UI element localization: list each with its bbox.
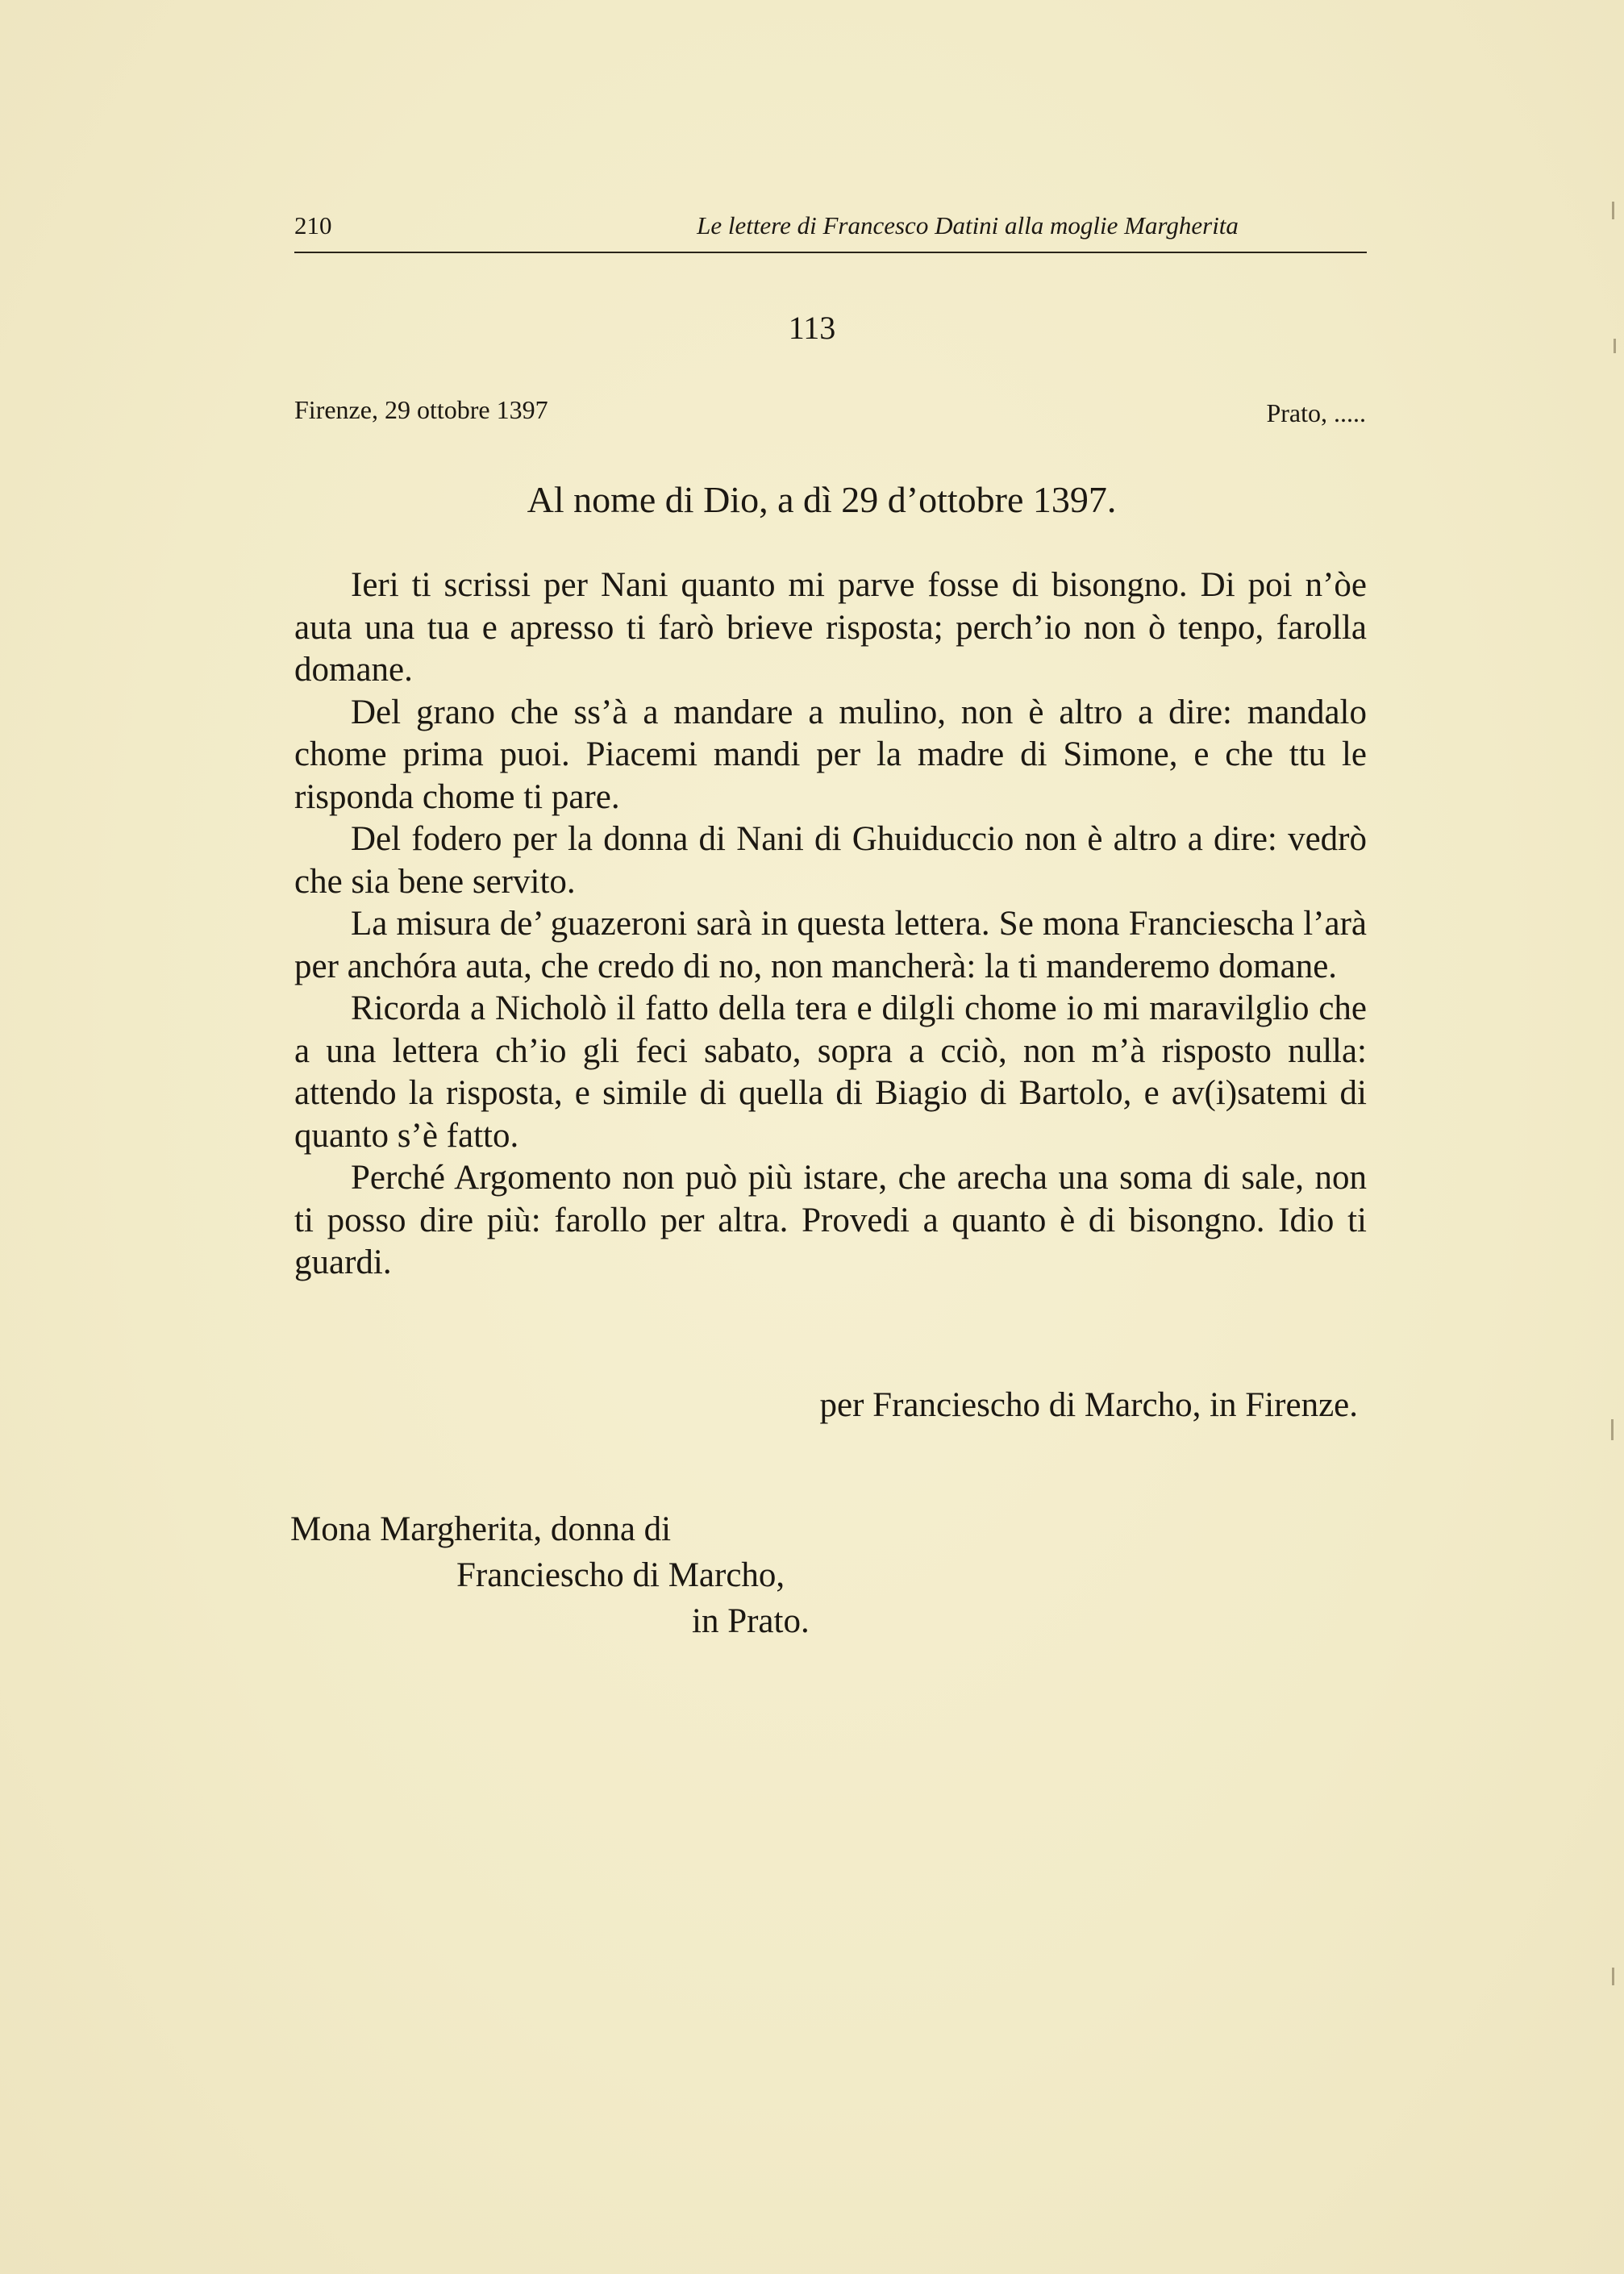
paragraph: Del fodero per la donna di Nani di Ghuiduccio non è altro a dire: vedrò che sia bene servito.: [294, 820, 1367, 901]
edge-mark: [1612, 202, 1614, 219]
letter-number: 113: [788, 310, 836, 346]
paragraph: Ricorda a Nicholò il fatto della tera e dilgli chome io mi maravilglio che a una lettera ch’io gli feci sabato, sopra a cciò, non m’à risposto nulla: attendo la risposta, e simile di quella di Biagio di Bartolo, e av(i)satemi di quanto s’è fatto.: [294, 989, 1367, 1155]
running-title: Le lettere di Francesco Datini alla moglie Margherita: [697, 211, 1239, 239]
edge-mark: [1612, 1968, 1614, 1985]
paragraph: Perché Argomento non può più istare, che arecha una soma di sale, non ti posso dire più: farollo per altra. Provedi a quanto è di bisongno. Idio ti guardi.: [294, 1159, 1367, 1281]
page-number: 210: [294, 211, 332, 239]
paragraph: Ieri ti scrissi per Nani quanto mi parve fosse di bisongno. Di poi n’òe auta una tua e apresso ti farò brieve risposta; perch’io non ò tenpo, farolla domane.: [294, 566, 1367, 689]
signature-line: per Franciescho di Marcho, in Firenze.: [819, 1386, 1358, 1424]
place-date: Firenze, 29 ottobre 1397: [294, 395, 548, 424]
address-line: Franciescho di Marcho,: [456, 1556, 785, 1594]
running-head: [294, 208, 1367, 253]
paragraph: Del grano che ss’à a mandare a mulino, non è altro a dire: mandalo chome prima puoi. Piacemi mandi per la madre di Simone, e che ttu le risponda chome ti pare.: [294, 693, 1367, 816]
letter-body: [294, 564, 1367, 1285]
edge-mark: [1614, 339, 1616, 353]
invocation-line: Al nome di Dio, a dì 29 d’ottobre 1397.: [527, 479, 1117, 520]
address-line: in Prato.: [692, 1602, 810, 1640]
edge-mark: [1611, 1419, 1614, 1440]
address-block: [290, 1506, 810, 1644]
paragraph: La misura de’ guazeroni sarà in questa lettera. Se mona Franciescha l’arà per anchóra auta, che credo di no, non mancherà: la ti manderemo domane.: [294, 905, 1367, 985]
destination: Prato, .....: [1266, 398, 1366, 427]
address-line: Mona Margherita, donna di: [290, 1510, 672, 1548]
